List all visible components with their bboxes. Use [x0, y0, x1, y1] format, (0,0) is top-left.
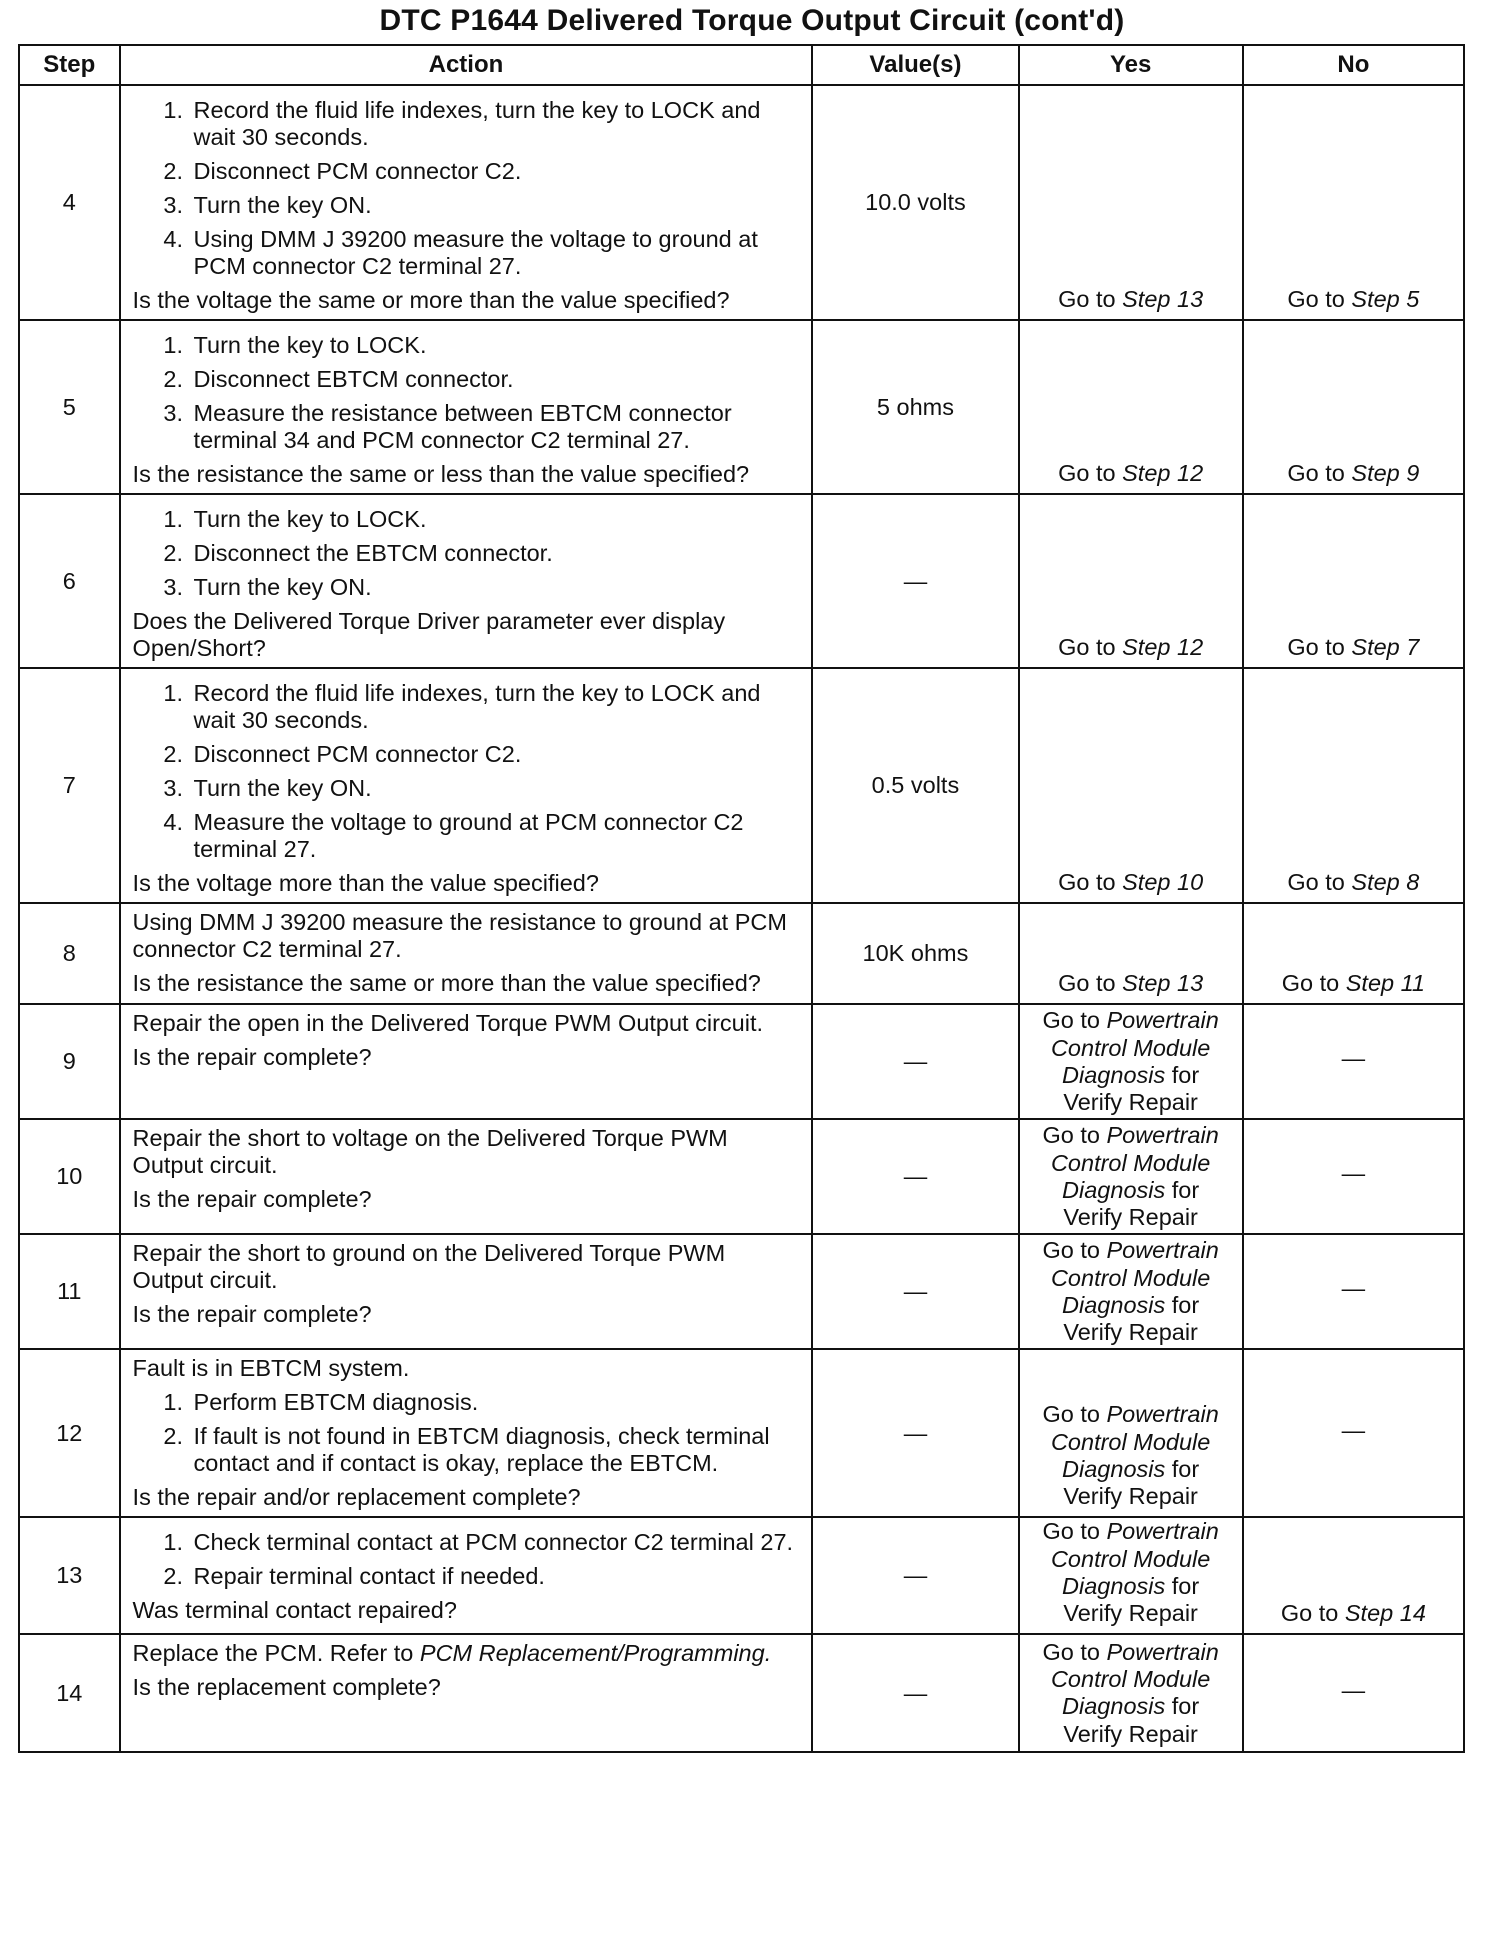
action-step: 4. Using DMM J 39200 measure the voltage to ground at PCM connector C2 terminal 27. [190, 226, 802, 280]
action-step: 1. Record the fluid life indexes, turn the key to LOCK and wait 30 seconds. [190, 97, 802, 151]
link-text: Powertrain [1106, 1237, 1219, 1264]
yes-cell [1019, 85, 1243, 320]
link-text: Diagnosis [1062, 1291, 1166, 1318]
yes-cell [1019, 1634, 1243, 1752]
link-suffix: Verify Repair [1063, 1089, 1198, 1116]
link-text: Diagnosis [1062, 1455, 1166, 1482]
table-row [19, 320, 1464, 494]
pcm-diagnosis-link[interactable] [1024, 1007, 1238, 1116]
yes-cell [1019, 1004, 1243, 1119]
goto-label: Go to [1058, 634, 1116, 661]
action-text [133, 1640, 802, 1667]
action-steps [133, 332, 802, 454]
link-text: Powertrain [1106, 1401, 1219, 1428]
link-suffix: for [1171, 1176, 1200, 1203]
pcm-diagnosis-link[interactable] [1024, 1639, 1238, 1748]
step-link[interactable]: Step 10 [1122, 869, 1204, 896]
step-number: 9 [19, 1004, 120, 1119]
action-question: Was terminal contact repaired? [132, 1597, 457, 1624]
link-suffix: Verify Repair [1063, 1319, 1198, 1346]
goto-label: Go to [1042, 1401, 1100, 1428]
goto-label: Go to [1287, 634, 1345, 661]
goto-label: Go to [1042, 1237, 1100, 1264]
goto-label: Go to [1287, 460, 1345, 487]
goto-label: Go to [1042, 1638, 1100, 1665]
link-suffix: for [1171, 1572, 1200, 1599]
action-steps [133, 1389, 802, 1477]
link-text: Control Module [1050, 1034, 1211, 1061]
goto-label: Go to [1281, 970, 1340, 997]
action-question: Is the repair and/or replacement complete? [132, 1484, 581, 1511]
yes-cell [1019, 320, 1243, 494]
action-step: 2. Disconnect EBTCM connector. [190, 366, 802, 393]
action-step: 1. Check terminal contact at PCM connector C2 terminal 27. [190, 1529, 802, 1556]
action-text: Using DMM J 39200 measure the resistance to ground at PCM connector C2 terminal 27. [132, 909, 787, 963]
step-number: 8 [19, 903, 120, 1004]
link-suffix: for [1171, 1693, 1200, 1720]
pcm-diagnosis-link[interactable] [1024, 1401, 1238, 1510]
action-question: Is the resistance the same or less than the value specified? [132, 461, 750, 488]
link-text: Control Module [1050, 1149, 1211, 1176]
step-link[interactable]: Step 11 [1345, 970, 1426, 997]
action-step: 1. Perform EBTCM diagnosis. [190, 1389, 802, 1416]
step-number: 5 [19, 320, 120, 494]
action-text: Repair the short to voltage on the Delivered Torque PWM Output circuit. [132, 1125, 728, 1179]
no-cell [1243, 85, 1464, 320]
step-link[interactable]: Step 8 [1351, 869, 1420, 896]
link-text: Diagnosis [1062, 1176, 1166, 1203]
yes-cell [1019, 1349, 1243, 1517]
link-suffix: for [1171, 1061, 1200, 1088]
action-step: 3. Turn the key ON. [190, 775, 802, 802]
value-cell: — [812, 1517, 1018, 1634]
step-number: 14 [19, 1634, 120, 1752]
value-cell: 5 ohms [812, 320, 1018, 494]
link-text: Powertrain [1106, 1518, 1219, 1545]
value-cell: — [812, 494, 1018, 668]
step-link[interactable]: Step 7 [1351, 634, 1420, 661]
no-cell [1243, 494, 1464, 668]
step-number: 12 [19, 1349, 120, 1517]
goto-label: Go to [1058, 970, 1116, 997]
step-number: 10 [19, 1119, 120, 1234]
action-step: 2. Disconnect PCM connector C2. [190, 158, 802, 185]
goto-label: Go to [1042, 1122, 1100, 1149]
value-cell: 0.5 volts [812, 668, 1018, 903]
header-row [19, 45, 1464, 85]
goto-label: Go to [1042, 1007, 1100, 1034]
goto-label: Go to [1058, 286, 1116, 313]
action-text-pre: Replace the PCM. Refer to [132, 1640, 414, 1667]
no-cell [1243, 320, 1464, 494]
action-question: Is the repair complete? [132, 1301, 372, 1328]
action-steps [133, 1529, 802, 1590]
pcm-diagnosis-link[interactable] [1024, 1122, 1238, 1231]
yes-cell [1019, 1119, 1243, 1234]
step-link[interactable]: Step 14 [1344, 1600, 1426, 1627]
goto-label: Go to [1287, 869, 1345, 896]
action-step: 2. Disconnect PCM connector C2. [190, 741, 802, 768]
step-number: 6 [19, 494, 120, 668]
link-text: Powertrain [1106, 1122, 1219, 1149]
link-suffix: for [1171, 1455, 1200, 1482]
step-number: 7 [19, 668, 120, 903]
action-text: Repair the short to ground on the Delivered Torque PWM Output circuit. [132, 1240, 726, 1294]
goto-label: Go to [1280, 1600, 1339, 1627]
action-cell [120, 320, 813, 494]
pcm-replacement-link[interactable]: PCM Replacement/Programming. [419, 1640, 772, 1667]
action-cell [120, 1517, 813, 1634]
pcm-diagnosis-link[interactable] [1024, 1518, 1238, 1627]
action-question: Is the voltage the same or more than the value specified? [132, 287, 730, 314]
link-text: Control Module [1050, 1428, 1211, 1455]
no-cell: — [1243, 1004, 1464, 1119]
action-cell [120, 1634, 813, 1752]
table-row [19, 1517, 1464, 1634]
table-row [19, 1634, 1464, 1752]
link-suffix: for [1171, 1291, 1200, 1318]
action-cell [120, 668, 813, 903]
diagnostic-table [18, 44, 1465, 1753]
header-yes: Yes [1019, 45, 1243, 85]
value-cell: 10K ohms [812, 903, 1018, 1004]
step-number: 13 [19, 1517, 120, 1634]
step-link[interactable]: Step 5 [1351, 286, 1420, 313]
action-steps [133, 680, 802, 863]
action-cell [120, 494, 813, 668]
action-text: Repair the open in the Delivered Torque PWM Output circuit. [132, 1010, 764, 1037]
no-cell: — [1243, 1634, 1464, 1752]
table-row [19, 1349, 1464, 1517]
step-number: 4 [19, 85, 120, 320]
action-step: 2. If fault is not found in EBTCM diagnosis, check terminal contact and if contact is okay, replace the EBTCM. [190, 1423, 802, 1477]
action-question: Is the repair complete? [132, 1044, 372, 1071]
action-question: Is the repair complete? [132, 1186, 372, 1213]
action-text: Fault is in EBTCM system. [132, 1355, 410, 1382]
step-link[interactable]: Step 9 [1351, 460, 1420, 487]
no-cell: — [1243, 1349, 1464, 1517]
table-row [19, 85, 1464, 320]
action-cell [120, 1349, 813, 1517]
action-cell [120, 903, 813, 1004]
step-link[interactable]: Step 13 [1122, 970, 1204, 997]
action-step: 3. Measure the resistance between EBTCM connector terminal 34 and PCM connector C2 terminal 27. [190, 400, 802, 454]
value-cell: — [812, 1234, 1018, 1349]
link-text: Control Module [1050, 1264, 1211, 1291]
no-cell [1243, 668, 1464, 903]
page-title: DTC P1644 Delivered Torque Output Circuit (cont'd) [379, 4, 1125, 37]
link-text: Diagnosis [1062, 1572, 1166, 1599]
value-cell: — [812, 1004, 1018, 1119]
action-cell [120, 1004, 813, 1119]
action-step: 4. Measure the voltage to ground at PCM connector C2 terminal 27. [190, 809, 802, 863]
table-row [19, 1234, 1464, 1349]
link-suffix: Verify Repair [1063, 1483, 1198, 1510]
yes-cell [1019, 903, 1243, 1004]
goto-label: Go to [1042, 1518, 1100, 1545]
action-step: 1. Turn the key to LOCK. [190, 332, 802, 359]
action-step: 2. Repair terminal contact if needed. [190, 1563, 802, 1590]
pcm-diagnosis-link[interactable] [1024, 1237, 1238, 1346]
action-step: 2. Disconnect the EBTCM connector. [190, 540, 802, 567]
action-step: 3. Turn the key ON. [190, 192, 802, 219]
goto-label: Go to [1058, 460, 1116, 487]
step-number: 11 [19, 1234, 120, 1349]
goto-label: Go to [1058, 869, 1116, 896]
link-suffix: Verify Repair [1063, 1600, 1198, 1627]
link-suffix: Verify Repair [1063, 1720, 1198, 1747]
value-cell: — [812, 1349, 1018, 1517]
no-cell: — [1243, 1234, 1464, 1349]
action-steps [133, 97, 802, 280]
step-link[interactable]: Step 13 [1122, 286, 1204, 313]
action-cell [120, 85, 813, 320]
header-no: No [1243, 45, 1464, 85]
no-cell [1243, 1517, 1464, 1634]
action-question: Is the voltage more than the value specified? [132, 870, 599, 897]
action-step: 3. Turn the key ON. [190, 574, 802, 601]
header-action: Action [120, 45, 813, 85]
yes-cell [1019, 494, 1243, 668]
link-text: Powertrain [1106, 1007, 1219, 1034]
link-text: Diagnosis [1062, 1061, 1166, 1088]
table-row [19, 494, 1464, 668]
yes-cell [1019, 1234, 1243, 1349]
action-steps [133, 506, 802, 601]
action-cell [120, 1234, 813, 1349]
value-cell: — [812, 1119, 1018, 1234]
action-step: 1. Record the fluid life indexes, turn the key to LOCK and wait 30 seconds. [190, 680, 802, 734]
value-cell: — [812, 1634, 1018, 1752]
link-text: Control Module [1050, 1545, 1211, 1572]
link-text: Control Module [1050, 1666, 1211, 1693]
action-cell [120, 1119, 813, 1234]
value-cell: 10.0 volts [812, 85, 1018, 320]
action-question: Is the replacement complete? [132, 1674, 441, 1701]
link-text: Diagnosis [1062, 1693, 1166, 1720]
action-step: 1. Turn the key to LOCK. [190, 506, 802, 533]
table-row [19, 1004, 1464, 1119]
step-link[interactable]: Step 12 [1122, 634, 1204, 661]
no-cell [1243, 903, 1464, 1004]
table-row [19, 903, 1464, 1004]
header-step: Step [19, 45, 120, 85]
yes-cell [1019, 668, 1243, 903]
table-row [19, 1119, 1464, 1234]
table-row [19, 668, 1464, 903]
yes-cell [1019, 1517, 1243, 1634]
link-suffix: Verify Repair [1063, 1204, 1198, 1231]
header-values: Value(s) [812, 45, 1018, 85]
action-question: Is the resistance the same or more than the value specified? [132, 970, 761, 997]
link-text: Powertrain [1106, 1638, 1219, 1665]
step-link[interactable]: Step 12 [1122, 460, 1204, 487]
goto-label: Go to [1287, 286, 1345, 313]
action-question: Does the Delivered Torque Driver parameter ever display Open/Short? [132, 608, 726, 662]
no-cell: — [1243, 1119, 1464, 1234]
